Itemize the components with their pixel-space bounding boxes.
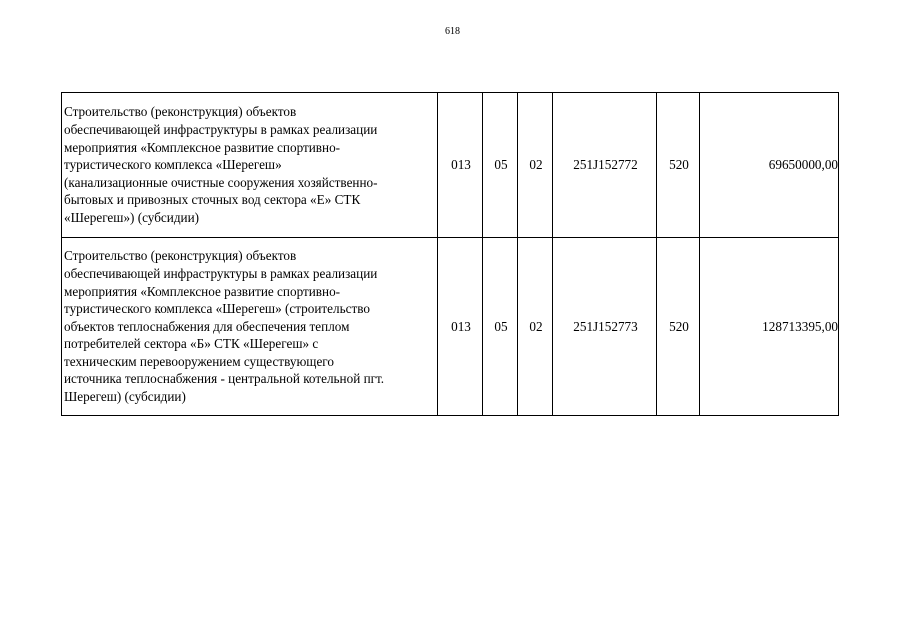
- subsection-cell: 02: [518, 238, 553, 416]
- budget-table: [61, 92, 839, 416]
- code-cell: 013: [438, 238, 483, 416]
- expense-type-cell: 520: [657, 93, 700, 238]
- table-row: [62, 238, 839, 416]
- section-cell: 05: [483, 93, 518, 238]
- target-cell: 251J152773: [553, 238, 657, 416]
- description-cell: Строительство (реконструкция) объектов обеспечивающей инфраструктуры в рамках реализации мероприятия «Комплексное развитие спортивно- туристического комплекса «Шерегеш» (канализационные очистные сооружения хозяйственно- бытовых и привозных сточных вод сектора «Е» СТК «Шерегеш») (субсидии): [62, 93, 438, 238]
- amount-cell: 69650000,00: [700, 93, 839, 238]
- code-cell: 013: [438, 93, 483, 238]
- page-number: 618: [445, 26, 460, 37]
- amount-cell: 128713395,00: [700, 238, 839, 416]
- subsection-cell: 02: [518, 93, 553, 238]
- section-cell: 05: [483, 238, 518, 416]
- description-cell: Строительство (реконструкция) объектов обеспечивающей инфраструктуры в рамках реализации мероприятия «Комплексное развитие спортивно- туристического комплекса «Шерегеш» (строительство объектов теплоснабжения для обеспечения теплом потребителей сектора «Б» СТК «Шерегеш» с техническим перевооружением существующего источника теплоснабжения - центральной котельной пгт. Шерегеш) (субсидии): [62, 238, 438, 416]
- table-row: [62, 93, 839, 238]
- target-cell: 251J152772: [553, 93, 657, 238]
- expense-type-cell: 520: [657, 238, 700, 416]
